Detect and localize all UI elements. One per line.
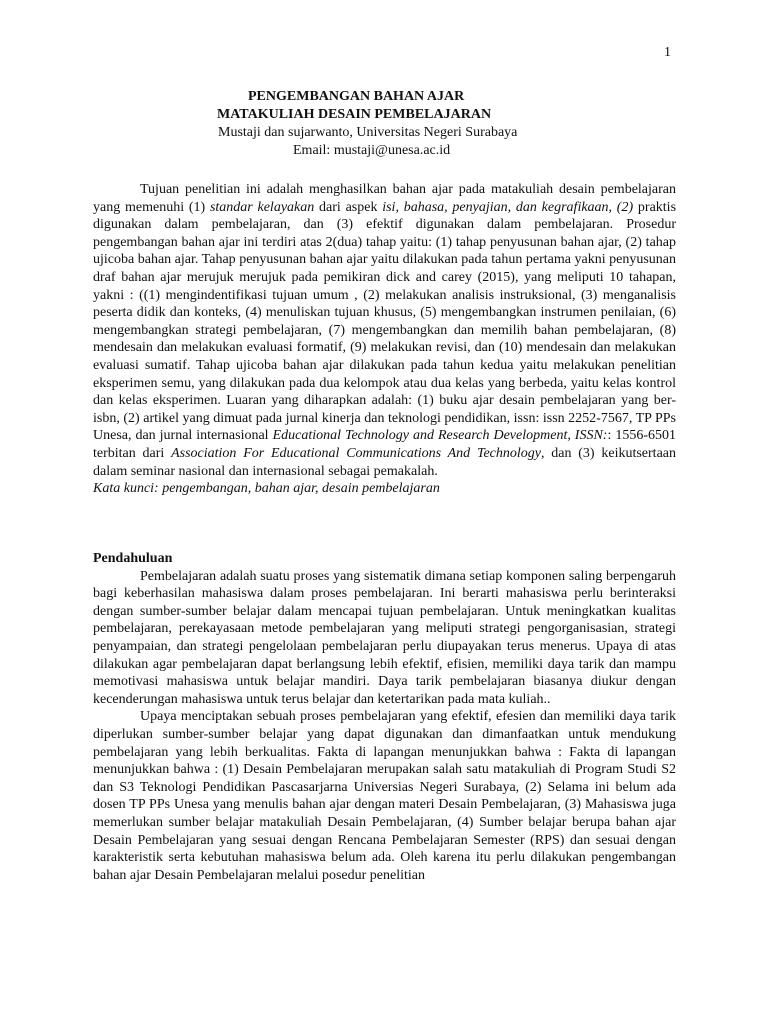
section-heading: Pendahuluan [93,551,173,566]
abstract-text-2: dari aspek [314,199,383,215]
journal-name: Educational Technology and Research Development, ISSN: [272,428,608,444]
abstract [93,181,676,498]
introduction-section [93,550,676,884]
abstract-text-5: , dan (3) keikutsertaan dalam seminar nasional dan internasional sebagai pemakalah. [93,445,676,479]
abstract-text-1: Tujuan penelitian ini adalah menghasilkan bahan ajar pada matakuliah desain pembelajaran yang memenuhi (1) [93,182,676,215]
author-email: Email: mustaji@unesa.ac.id [293,143,451,158]
keywords: Kata kunci: pengembangan, bahan ajar, desain pembelajaran [93,481,440,497]
intro-paragraph-2: Upaya menciptakan sebuah proses pembelajaran yang efektif, efesien dan memiliki daya tarik diperlukan sumber-sumber belajar yang dapat digunakan dan dimanfaatkan untuk mendukung pembelajaran yang lebih berkualitas. Fakta di lapangan menunjukkan bahwa : Fakta di lapangan menunjukkan bahwa : (1) Desain Pembelajaran merupakan salah satu matakuliah di Program Studi S2 dan S3 Teknologi Pendidikan Pascasarjarna Universias Negeri Surabaya, (2) Selama ini belum ada dosen TP PPs Unesa yang menulis bahan ajar dengan materi Desain Pembelajaran, (3) Mahasiswa juga memerlukan sumber belajar matakuliah Desain Pembelajaran, (4) Sumber belajar berupa bahan ajar Desain Pembelajaran yang sesuai dengan Rencana Pembelajaran Semester (RPS) dan sesuai dengan karakteristik serta kebutuhan mahasiswa belum ada. Oleh karena itu perlu dilakukan pengembangan bahan ajar Desain Pembelajaran melalui posedur penelitian [93,709,676,883]
authors: Mustaji dan sujarwanto, Universitas Negeri Surabaya [218,125,518,140]
title-line-1: PENGEMBANGAN BAHAN AJAR [248,89,465,104]
page-number: 1 [664,45,671,60]
intro-paragraph-1: Pembelajaran adalah suatu proses yang sistematik dimana setiap komponen saling berpengaruh bagi keberhasilan mahasiswa dalam proses pembelajaran. Ini berarti mahasiswa perlu berinteraksi dengan sumber-sumber belajar dalam mencapai tujuan pembelajaran. Untuk meningkatkan kualitas pembelajaran, perekayasaan metode pembelajaran yang meliputi strategi pengorganisasian, strategi penyampaian, dan strategi pengelolaan pembelajaran perlu diupayakan terus menerus. Upaya di atas dilakukan agar pembelajaran dapat berlangsung lebih efektif, efisien, memiliki daya tarik dan mampu memotivasi mahasiswa untuk belajar mandiri. Daya tarik pembelajaran biasanya diukur dengan kecenderungan mahasiswa untuk terus belajar dan ketertarikan pada mata kuliah.. [93,568,676,707]
paper-header [93,88,676,160]
association-name: Association For Educational Communications And Technology [171,445,541,461]
abstract-paragraph [93,181,676,480]
abstract-italic-2: isi, bahasa, penyajian, dan kegrafikaan, (2) [382,199,634,215]
abstract-text-4: : 1556-6501 terbitan dari [93,428,676,461]
title-line-2: MATAKULIAH DESAIN PEMBELAJARAN [217,107,492,122]
abstract-text-3: praktis digunakan dalam pembelajaran, dan (3) efektif digunakan dalam pembelajaran. Prosedur pengembangan bahan ajar ini terdiri atas 2(dua) tahap yaitu: (1) tahap penyusunan bahan ajar, (2) tahap ujicoba bahan ajar. Tahap penyusunan bahan ajar yaitu dilakukan pada tahun pertama yakni penyusunan draf bahan ajar merujuk merujuk pada pemikiran dick and carey (2015), yang meliputi 10 tahapan, yakni : ((1) mengindentifikasi tujuan umum , (2) melakukan analisis instruksional, (3) menganalisis peserta didik dan konteks, (4) menuliskan tujuan khusus, (5) mengembangkan instrumen penilaian, (6) mengembangkan strategi pembelajaran, (7) mengembangkan dan memilih bahan pembelajaran, (8) mendesain dan melakukan evaluasi formatif, (9) melakukan revisi, dan (10) mendesain dan melakukan evaluasi sumatif. Tahap ujicoba bahan ajar dilakukan pada tahun kedua yaitu melakukan penelitian eksperimen semu, yang dilakukan pada dua kelompok atau dua kelas yang berbeda, yaitu kelas kontrol dan kelas eksperimen. Luaran yang diharapkan adalah: (1) buku ajar desain pembelajaran yang ber-isbn, (2) artikel yang dimuat pada jurnal kinerja dan teknologi pendidikan, issn: issn 2252-7567, TP PPs Unesa, dan jurnal internasional [93,199,677,444]
abstract-italic-1: standar kelayakan [209,199,315,215]
